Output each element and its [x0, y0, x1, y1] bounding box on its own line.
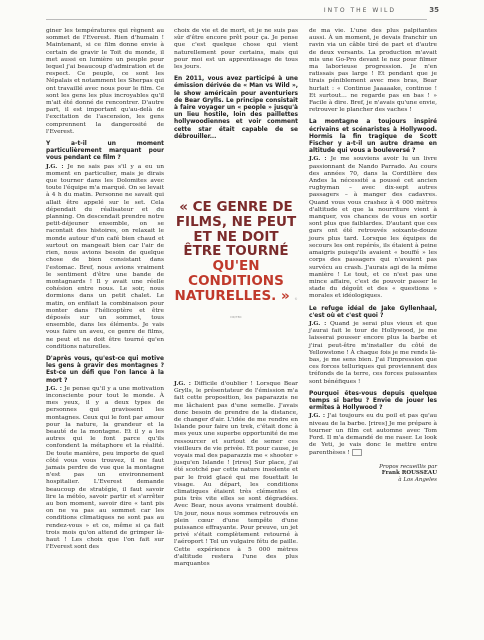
byline-author: Frank ROUSSEAU — [381, 470, 437, 477]
answer — [174, 380, 298, 568]
header-rule — [46, 19, 427, 20]
question: Y a-t-il un moment particulièrement marquant pour vous pendant ce film ? — [46, 141, 164, 162]
answer — [46, 163, 164, 351]
section-label: INTO THE WILD — [323, 7, 396, 14]
answer — [309, 155, 437, 300]
end-mark-icon — [352, 449, 362, 456]
column-2-top — [174, 28, 298, 141]
pull-quote — [174, 200, 298, 324]
answer-text: Quand je serai plus vieux et que j'aurai fait le tour de Hollywood, je me laisserai pousser encore plus la barbe et j'irai peut-être m'installer du côté de Yellowstone ! À chaque fois je me rends là-bas, je me sens bien. J'ai l'impression que ces forces telluriques qui proviennent des tréfonds de la terre, ces forces puissantes sont bénéfiques ! — [309, 320, 438, 385]
page-header — [0, 0, 484, 24]
answer — [309, 412, 437, 457]
question: La montagne a toujours inspiré écrivains et scénaristes à Hollywood. Hormis la fin tragique de Scott Fischer y a-t-il un autre drame en altitude qui vous a bouleversé ? — [309, 119, 437, 155]
paragraph: giner les températures qui règnent au sommet de l'Everest. Rien d'humain ! Maintenant, si ce film donne envie à certain de gravir le Toit du monde, il met aussi en lumière un peuple pour lequel j'ai beaucoup d'admiration et de respect. Ce peuple, ce sont les Népalais et notamment les Sherpas qui ont travaillé avec nous pour le film. Ce sont les gens les plus incroyables qu'il m'ait été donné de rencontrer. D'autre part, il est important qu'au-delà de l'excitation de l'ascension, les gens comprennent la dangerosité de l'Everest. — [46, 28, 164, 135]
answer-lead: J.G. : — [309, 319, 327, 327]
paragraph: de ma vie. L'une des plus palpitantes aussi. À un moment, je devais franchir un ravin via un câble tiré de part et d'autre de deux versants. La production m'avait mis une Go-Pro devant le nez pour filmer ma laborieuse progression. Je n'en ratissais pas large ! Et pendant que je tirais péniblement avec mes bras, Bear hurlait : « Continue Jaaaaake, continue ! Et surtout… ne regarde pas en bas ! » Facile à dire. Bref, je n'avais qu'une envie, retrouver le plancher des vaches ! — [309, 28, 437, 114]
column-2-bottom — [174, 380, 298, 568]
column-3 — [309, 28, 437, 483]
answer-lead: J.G. : — [309, 155, 327, 163]
question: Pourquoi êtes-vous depuis quelque temps si barbu ? Envie de jouer les ermites à Hollywood ? — [309, 390, 437, 412]
paragraph: choix de vie et de mort, et je ne suis pas sûr d'être encore prêt pour ça. Je pense que c'est quelque chose qui vient naturellement pour certains, mais qui pour moi est un apprentissage de tous les jours. — [174, 28, 298, 71]
answer — [309, 320, 437, 386]
answer-text: J'ai toujours eu du poil et pas qu'au niveau de la barbe. [rires] Je me prépare à tourner un film cet automne avec Tom Ford. Il m'a demandé de me raser. Le look de Yeti, je vais donc le mettre entre parenthèses ! — [309, 413, 437, 457]
byline — [309, 464, 437, 484]
pull-quote-accent: QU'EN CONDITIONS — [188, 258, 284, 289]
byline-intro: Propos recueillis par — [379, 463, 437, 470]
question: Le refuge idéal de Jake Gyllenhaal, c'est où et c'est quoi ? — [309, 305, 437, 319]
pull-quote-part-3: NATURELLES. » — [174, 287, 290, 304]
answer-lead: J.G. : — [174, 380, 191, 387]
answer-text: Je me souviens avoir lu un livre passionnant de Nando Parrado. Au cours des années 70, dans la Cordillère des Andes la nécessité a poussé cet ancien rugbyman – avec dix-sept autres passagers – à manger des cadavres. Quand vous vous crashez à 4 000 mètres d'altitude et que la nourriture vient à manquer, vos chances de vous en sortir sont plus que faiblardes. D'autant que ces gars ont été retrouvés soixante-douze jours plus tard. Lorsque les équipes de secours les ont repérés, ils étaient à peine amaigris puisqu'ils avaient « bouffé » les corps des passagers qui n'avaient pas survécu au crash. J'aurais agi de la même manière ! Le tout, et ce n'est pas une mince affaire, c'est de pouvoir passer le stade du dégoût et des « questions » morales et idéologiques. — [309, 156, 437, 300]
pull-quote-part-1: « CE GENRE DE FILMS, NE PEUT ET NE DOIT ÊTRE TOURNÉ — [175, 199, 297, 260]
photo-credit: © DR/TBC — [230, 296, 298, 319]
question: En 2011, vous avez participé à une émission dérivée de « Man vs Wild », le show américain pour aventuriers de Bear Grylls. Le principe consistait à faire voyager un « people » jusqu'à un lieu hostile, loin des paillettes hollywoodiennes et voir comment cette star était capable de se débrouiller... — [174, 76, 298, 140]
answer-text: Je ne sais pas s'il y a eu un moment en particulier, mais je dirais que tourner dans les Dolomites avec toute l'équipe m'a marqué. On se levait à 4 h du matin. Personne ne savait qui allait être appelé sur le set. Cela dépendait du réalisateur et du planning. On descendait prendre notre petit-déjeuner ensemble, on se racontait des histoires, on relaxait le monde autour d'un café bien chaud et surtout on mangeait bien car l'air de rien, nous avions besoin de quelque chose de bien consistant dans l'estomac. Bref, nous avions vraiment le sentiment d'être une bande de montagnards ! Il y avait une réelle cohésion entre nous. Le soir, nous dormions dans un petit chalet. Le matin, on enfilait la combinaison pour monter dans l'hélicoptère et être déposés sur un sommet, tous ensemble, dans les éléments. Je vais vous faire un aveu, ce genre de films, ne peut et ne doit être tourné qu'en conditions naturelles. — [46, 163, 164, 350]
page-number: 35 — [429, 6, 439, 14]
byline-location: à Los Angeles — [398, 476, 437, 483]
answer-lead: J.G. : — [46, 162, 64, 170]
question: D'après vous, qu'est-ce qui motive les gens à gravir des montagnes ? Est-ce un défi que l'on lance à la mort ? — [46, 355, 164, 384]
answer — [46, 385, 164, 552]
column-1 — [46, 28, 164, 551]
answer-text: Je pense qu'il y a une motivation inconsciente pour tout le monde. À mes yeux, il y a deux types de personnes qui gravissent les montagnes. Ceux qui le font par amour pour la nature, la grandeur et la beauté de la montagne. Et il y a les autres qui le font parce qu'ils confondent la métaphore et la réalité. De toute manière, peu importe de quel côté vous vous trouvez, il ne faut jamais perdre de vue que la montagne n'est pas un environnement hospitalier. L'Everest demande beaucoup de stratégie, il faut savoir lire la météo, savoir partir et s'arrêter au bon moment, savoir dire « tant pis on ne va pas au sommet car les conditions climatiques ne sont pas au rendez-vous » et ce, même si ça fait trois mois qu'on attend de grimper là-haut ! Les choix que l'on fait sur l'Everest sont des — [46, 385, 164, 551]
answer-lead: J.G. : — [309, 412, 326, 420]
answer-lead: J.G. : — [46, 384, 62, 392]
answer-text: Difficile d'oublier ! Lorsque Bear Grylls, le présentateur de l'émission m'a fait cette proposition, les paparazzis ne me lâchaient pas d'une semelle. J'avais donc besoin de prendre de la distance, de changer d'air. L'idée de me rendre en Islande pour faire un trek, c'était donc à mes yeux une superbe opportunité de me ressourcer et surtout de semer ces vieilleurs de vie privée. Et pour cause, je voyais mal des paparazzis me « shooter » jusqu'en Islande ! [rires] Sur place, j'ai été scotché par cette nature insolente et par le froid glacé qui me fouettait le visage. Au départ, les conditions climatiques étaient très clémentes et puis très vite elles se sont dégradées. Avec Bear, nous avons vraiment doublé. Un jour, nous nous sommes retrouvés en plein cœur d'une tempête d'une puissance effrayante. Pour preuve, un jet privé s'était complètement retourné à l'aéroport ! Tel un vulgaire fétu de paille. Cette expérience à 5 000 mètres d'altitude restera l'une des plus marquantes — [174, 381, 298, 568]
